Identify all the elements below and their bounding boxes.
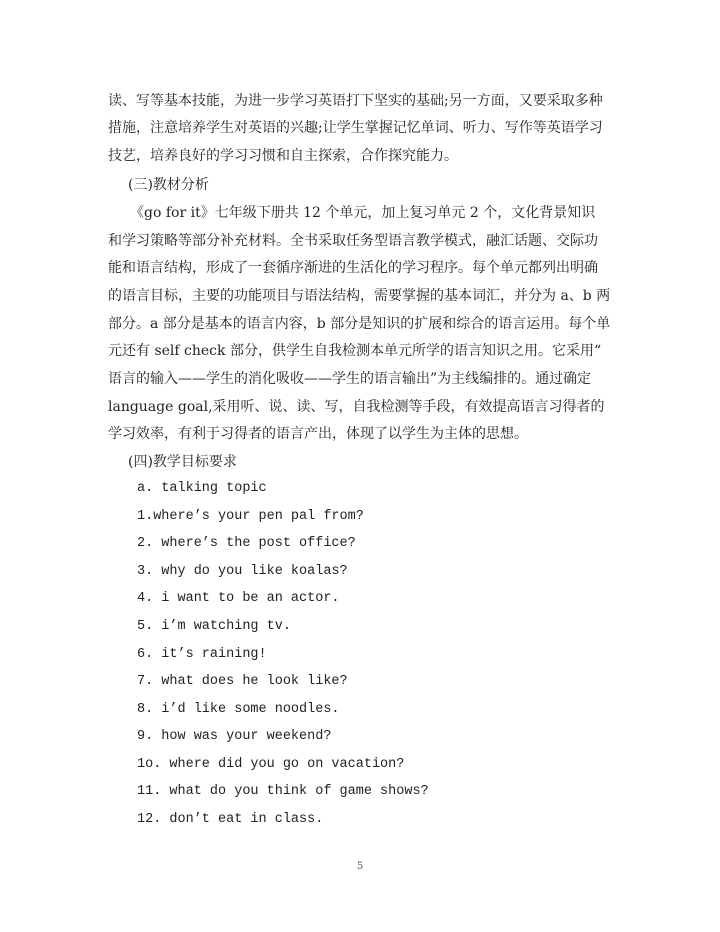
paragraph-line: 学习效率，有利于习得者的语言产出，体现了以学生为主体的思想。 (108, 426, 528, 442)
list-item: 3. why do you like koalas? (137, 564, 348, 579)
paragraph-line: 的语言目标，主要的功能项目与语法结构，需要掌握的基本词汇，并分为 a、b 两 (108, 288, 611, 304)
list-item: 1.where’s your pen pal from? (137, 509, 364, 524)
list-item: 4. i want to be an actor. (137, 591, 340, 606)
paragraph-line: 能和语言结构，形成了一套循序渐进的生活化的学习程序。每个单元都列出明确 (108, 260, 598, 276)
paragraph-line: 《go for it》七年级下册共 12 个单元，加上复习单元 2 个，文化背景知识 (130, 205, 596, 221)
list-item: 8. i’d like some noodles. (137, 702, 340, 717)
page-number: 5 (356, 861, 364, 872)
paragraph-line: 和学习策略等部分补充材料。全书采取任务型语言教学模式，融汇话题、交际功 (108, 233, 598, 249)
list-item: 12. don’t eat in class. (137, 812, 324, 827)
list-item: 7. what does he look like? (137, 674, 348, 689)
section-heading: (四)教学目标要求 (128, 454, 237, 470)
paragraph-line: 读、写等基本技能，为进一步学习英语打下坚实的基础;另一方面，又要采取多种 (108, 93, 603, 109)
paragraph-line: 措施，注意培养学生对英语的兴趣;让学生掌握记忆单词、听力、写作等英语学习 (108, 120, 603, 136)
list-item: 9. how was your weekend? (137, 729, 332, 744)
paragraph-line: 元还有 self check 部分，供学生自我检测本单元所学的语言知识之用。它采用“ (108, 343, 602, 359)
list-heading: a. talking topic (137, 481, 267, 496)
paragraph-line: 技艺，培养良好的学习习惯和自主探索，合作探究能力。 (108, 148, 458, 164)
list-item: 6. it’s raining! (137, 647, 267, 662)
paragraph-line: 部分。a 部分是基本的语言内容，b 部分是知识的扩展和综合的语言运用。每个单 (108, 316, 611, 332)
list-item: 5. i’m watching tv. (137, 619, 291, 634)
list-item: 1o. where did you go on vacation? (137, 757, 405, 772)
list-item: 11. what do you think of game shows? (137, 784, 429, 799)
list-item: 2. where’s the post office? (137, 536, 356, 551)
paragraph-line: language goal,采用听、说、读、写，自我检测等手段，有效提高语言习得者的 (108, 399, 605, 415)
section-heading: (三)教材分析 (128, 177, 209, 193)
paragraph-line: 语言的输入——学生的消化吸收——学生的语言输出”为主线编排的。通过确定 (108, 371, 592, 387)
